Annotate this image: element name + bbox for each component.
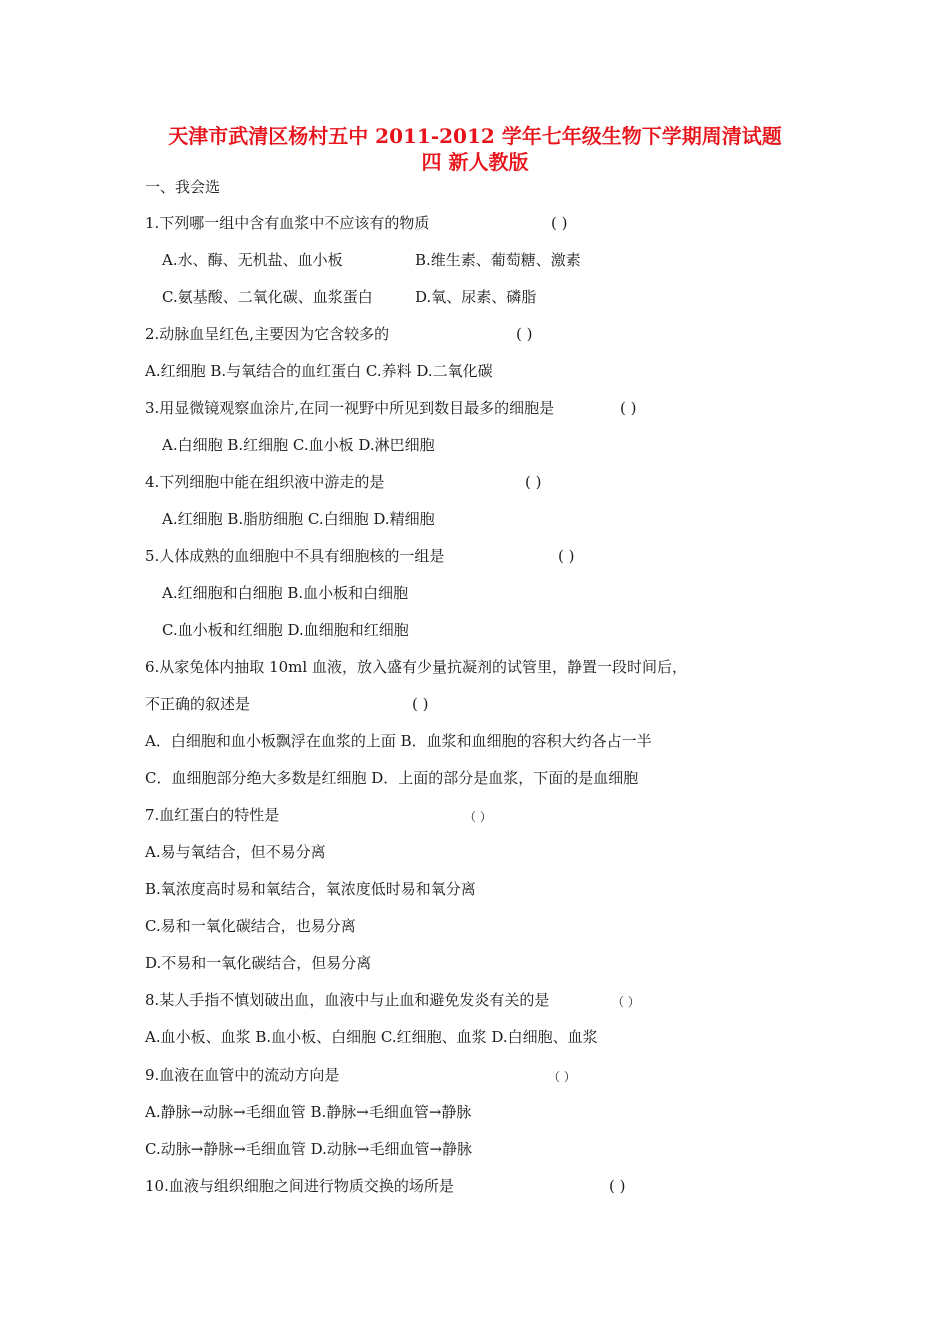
- document-title-line2: 四 新人教版: [421, 150, 529, 174]
- answer-blank-8[interactable]: （ ）: [612, 995, 640, 1009]
- question-1-option-a: A.水、酶、无机盐、血小板: [162, 251, 343, 269]
- answer-blank-3[interactable]: ( ): [620, 399, 637, 417]
- question-10-stem: 10.血液与组织细胞之间进行物质交换的场所是: [145, 1177, 454, 1195]
- question-7-option-c: C.易和一氧化碳结合，也易分离: [145, 917, 356, 935]
- question-9-option-cd: C.动脉→静脉→毛细血管 D.动脉→毛细血管→静脉: [145, 1140, 473, 1158]
- answer-blank-10[interactable]: ( ): [609, 1177, 626, 1195]
- answer-blank-2[interactable]: ( ): [516, 325, 533, 343]
- question-8-options: A.血小板、血浆 B.血小板、白细胞 C.红细胞、血浆 D.白细胞、血浆: [145, 1028, 598, 1046]
- question-1-stem: 1.下列哪一组中含有血浆中不应该有的物质: [145, 214, 430, 232]
- answer-blank-7[interactable]: （ ）: [464, 810, 492, 824]
- question-5-stem: 5.人体成熟的血细胞中不具有细胞核的一组是: [145, 547, 445, 565]
- question-6-stem: 6.从家兔体内抽取 10ml 血液，放入盛有少量抗凝剂的试管里，静置一段时间后，: [145, 658, 687, 676]
- answer-blank-4[interactable]: ( ): [525, 473, 542, 491]
- question-4-options: A.红细胞 B.脂肪细胞 C.白细胞 D.精细胞: [162, 510, 435, 528]
- question-8-stem: 8.某人手指不慎划破出血，血液中与止血和避免发炎有关的是: [145, 991, 550, 1009]
- question-2-options: A.红细胞 B.与氧结合的血红蛋白 C.养料 D.二氧化碳: [145, 362, 493, 380]
- answer-blank-6[interactable]: ( ): [412, 695, 429, 713]
- answer-blank-1[interactable]: ( ): [551, 214, 568, 232]
- question-1-option-b: B.维生素、葡萄糖、激素: [415, 251, 581, 269]
- question-6-stem-continued: 不正确的叙述是: [145, 695, 251, 713]
- question-7-option-d: D.不易和一氧化碳结合，但易分离: [145, 954, 372, 972]
- question-6-option-ab: A．白细胞和血小板飘浮在血浆的上面 B．血浆和血细胞的容积大约各占一半: [145, 732, 652, 750]
- question-6-option-cd: C．血细胞部分绝大多数是红细胞 D．上面的部分是血浆，下面的是血细胞: [145, 769, 639, 787]
- question-2-stem: 2.动脉血呈红色,主要因为它含较多的: [145, 325, 390, 343]
- question-4-stem: 4.下列细胞中能在组织液中游走的是: [145, 473, 385, 491]
- question-7-option-b: B.氧浓度高时易和氧结合，氧浓度低时易和氧分离: [145, 880, 476, 898]
- question-3-stem: 3.用显微镜观察血涂片,在同一视野中所见到数目最多的细胞是: [145, 399, 555, 417]
- question-9-option-ab: A.静脉→动脉→毛细血管 B.静脉→毛细血管→静脉: [145, 1103, 472, 1121]
- section-heading: 一、我会选: [145, 178, 221, 196]
- document-title-line1: 天津市武清区杨村五中 2011-2012 学年七年级生物下学期周清试题: [168, 124, 782, 148]
- question-3-options: A.白细胞 B.红细胞 C.血小板 D.淋巴细胞: [162, 436, 435, 454]
- question-5-option-cd: C.血小板和红细胞 D.血细胞和红细胞: [162, 621, 409, 639]
- question-1-option-d: D.氧、尿素、磷脂: [415, 288, 537, 306]
- question-1-option-c: C.氨基酸、二氧化碳、血浆蛋白: [162, 288, 373, 306]
- question-5-option-ab: A.红细胞和白细胞 B.血小板和白细胞: [162, 584, 409, 602]
- question-7-option-a: A.易与氧结合，但不易分离: [145, 843, 326, 861]
- question-9-stem: 9.血液在血管中的流动方向是: [145, 1066, 340, 1084]
- question-7-stem: 7.血红蛋白的特性是: [145, 806, 280, 824]
- answer-blank-9[interactable]: （ ）: [548, 1070, 576, 1084]
- answer-blank-5[interactable]: ( ): [558, 547, 575, 565]
